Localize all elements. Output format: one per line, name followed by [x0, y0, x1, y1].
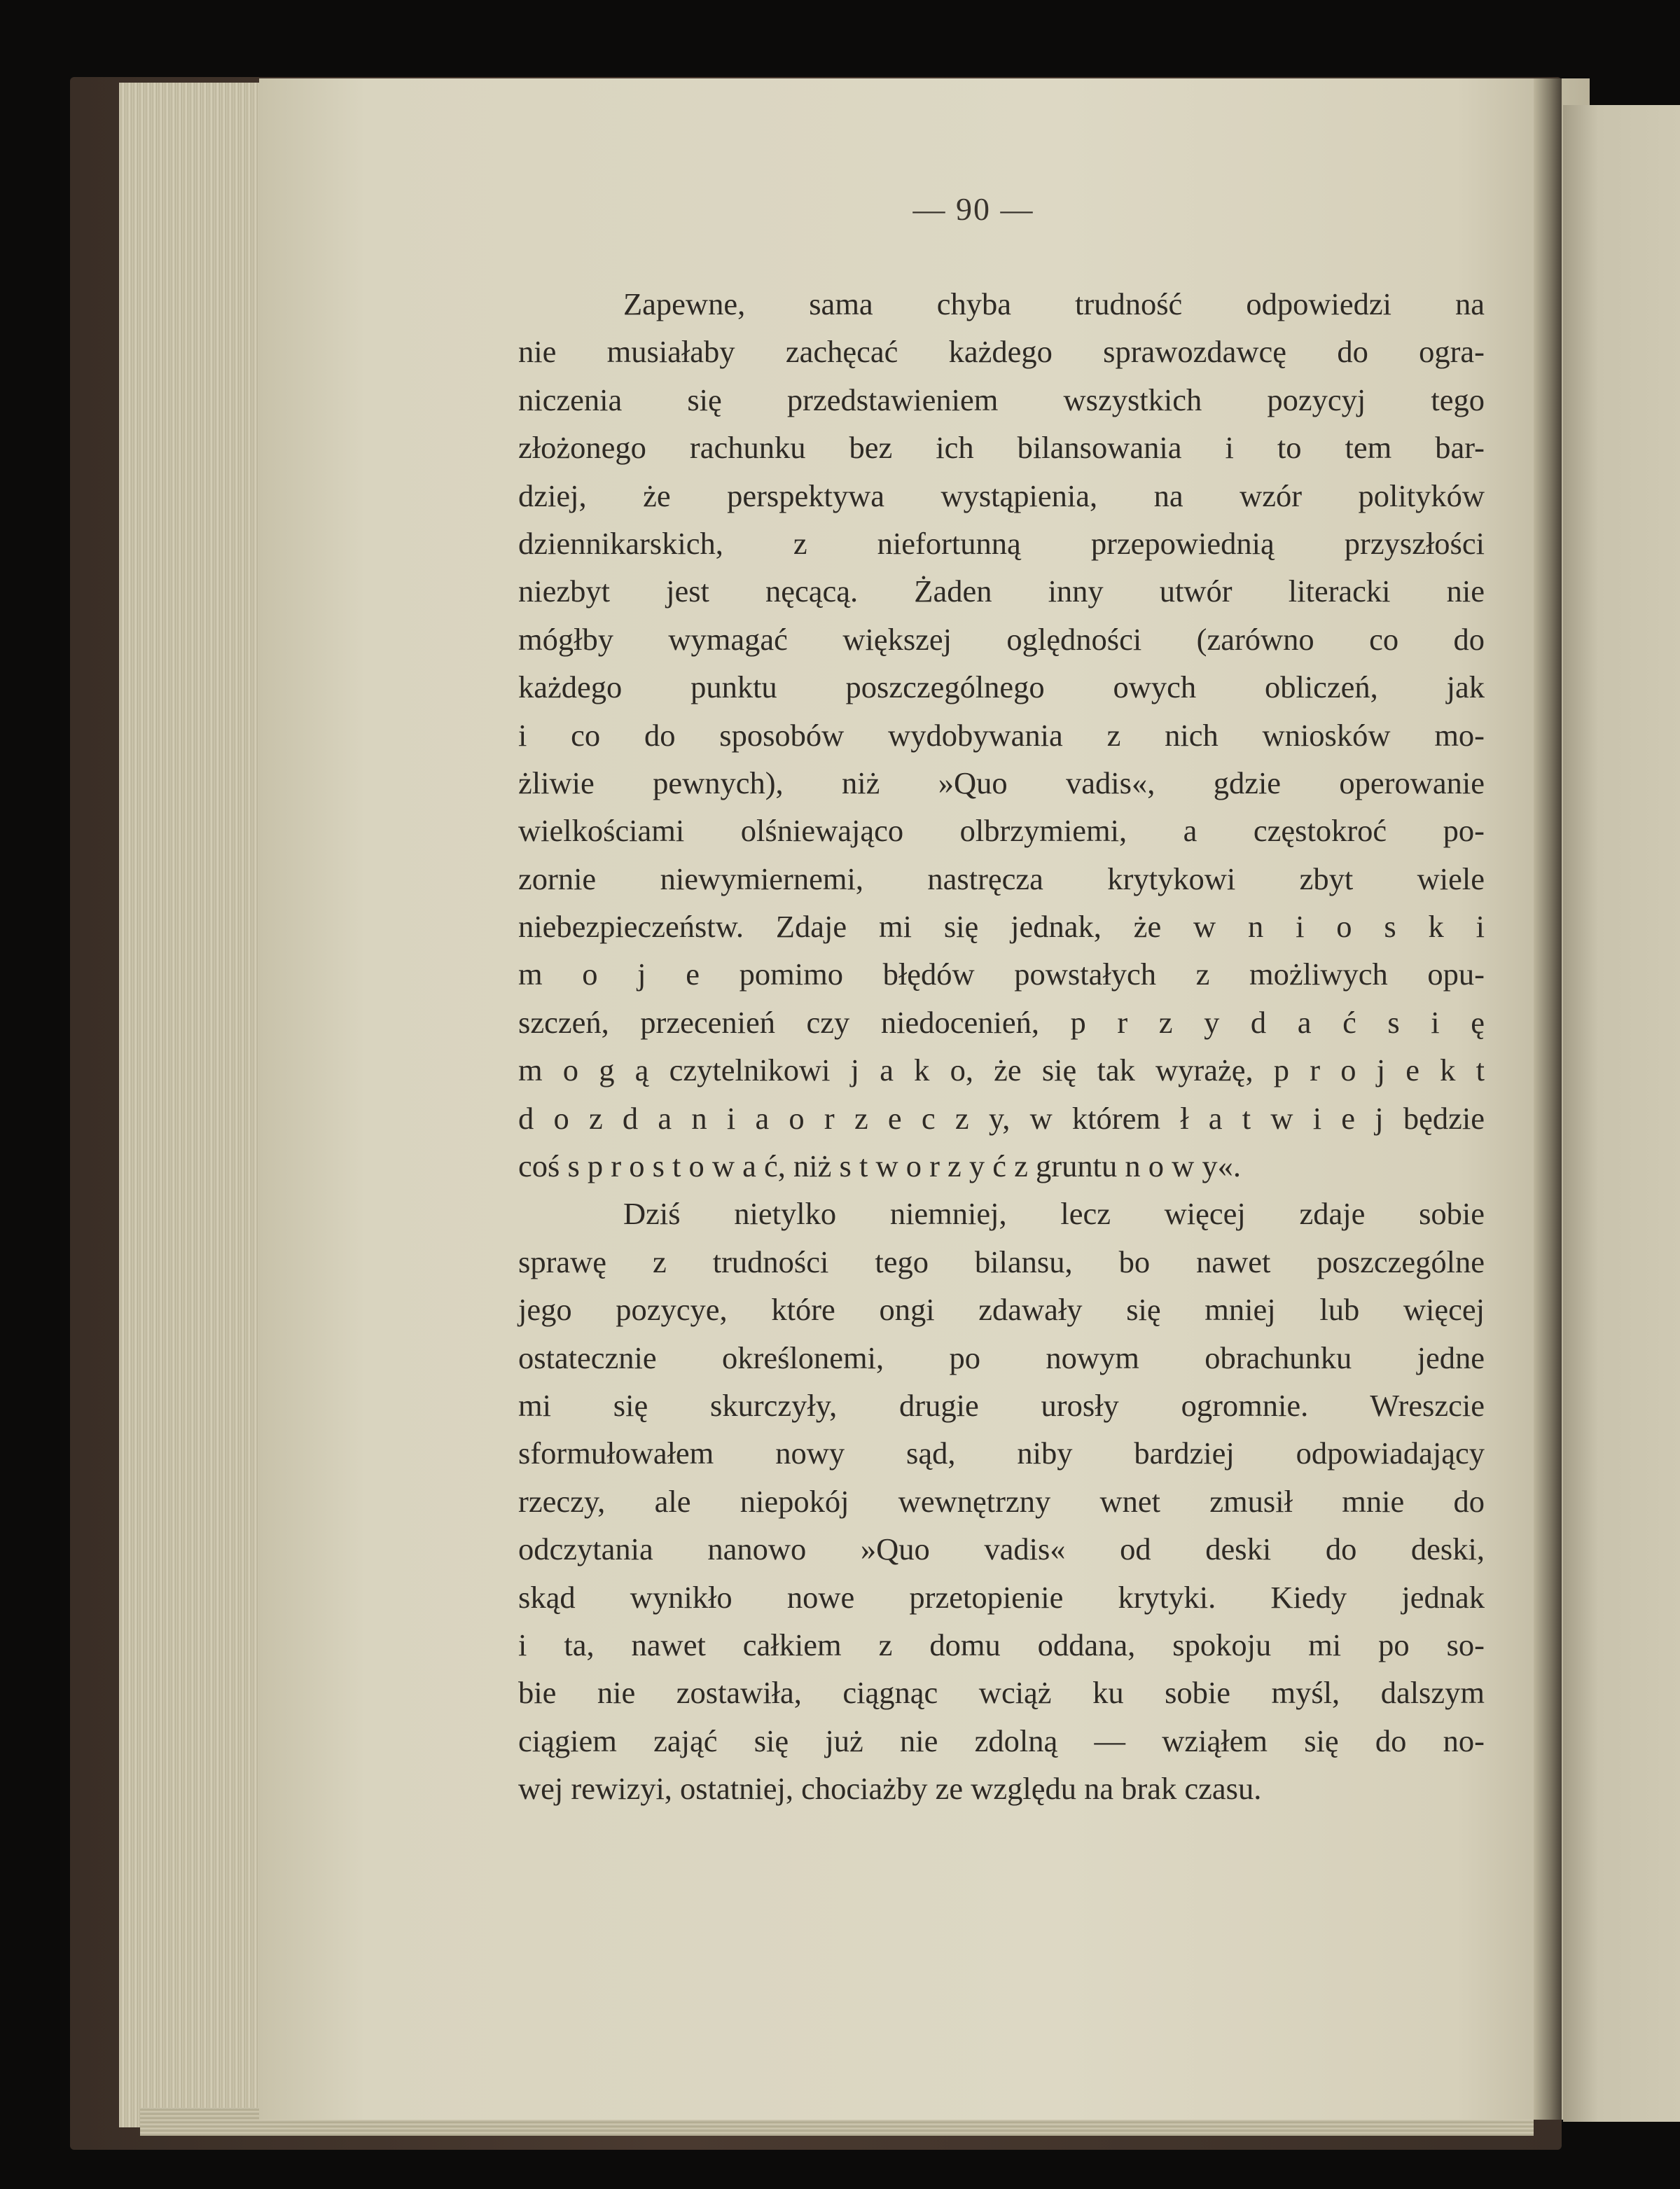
text-line: ostatecznie określonemi, po nowym obrachunku jedne	[518, 1340, 1485, 1375]
text-line: i co do sposobów wydobywania z nich wniosków mo-	[518, 717, 1485, 753]
text-line: złożonego rachunku bez ich bilansowania i to tem bar-	[518, 430, 1485, 466]
text-line: jego pozycye, które ongi zdawały się mniej lub więcej	[518, 1292, 1485, 1328]
text-line: dziennikarskich, z niefortunną przepowiednią przyszłości	[518, 525, 1485, 561]
text-line: m o g ą czytelnikowi j a k o, że się tak wyrażę, p r o j e k t	[518, 1052, 1485, 1088]
text-line: ciągiem zająć się już nie zdolną — wziąłem się do no-	[518, 1723, 1485, 1758]
text-line: sformułowałem nowy sąd, niby bardziej odpowiadający	[518, 1436, 1485, 1471]
text-line: sprawę z trudności tego bilansu, bo nawet poszczególne	[518, 1244, 1485, 1279]
text-line: coś s p r o s t o w a ć, niż s t w o r z y ć z gruntu n o w y«.	[518, 1148, 1241, 1184]
text-line: zornie niewymiernemi, nastręcza krytykowi zbyt wiele	[518, 861, 1485, 896]
text-line: skąd wynikło nowe przetopienie krytyki. Kiedy jednak	[518, 1579, 1485, 1615]
text-line: wej rewizyi, ostatniej, chociażby ze względu na brak czasu.	[518, 1771, 1262, 1807]
text-line: odczytania nanowo »Quo vadis« od deski do deski,	[518, 1531, 1485, 1567]
page-number: — 90 —	[912, 191, 1034, 227]
text-line: Zapewne, sama chyba trudność odpowiedzi na	[623, 286, 1485, 321]
page-edges-left	[119, 83, 280, 2127]
text-line: m o j e pomimo błędów powstałych z możliwych opu-	[518, 957, 1485, 992]
text-line: żliwie pewnych), niż »Quo vadis«, gdzie operowanie	[518, 765, 1485, 800]
text-line: niebezpieczeństw. Zdaje mi się jednak, że w n i o s k i	[518, 909, 1485, 945]
text-line: rzeczy, ale niepokój wewnętrzny wnet zmusił mnie do	[518, 1483, 1485, 1519]
text-line: niezbyt jest nęcącą. Żaden inny utwór literacki nie	[518, 574, 1485, 609]
text-line: mógłby wymagać większej oględności (zarówno co do	[518, 621, 1485, 657]
text-line: Dziś nietylko niemniej, lecz więcej zdaje sobie	[623, 1196, 1485, 1232]
text-line: nie musiałaby zachęcać każdego sprawozdawcę do ogra-	[518, 334, 1485, 370]
text-line: wielkościami olśniewająco olbrzymiemi, a częstokroć po-	[518, 813, 1485, 849]
text-line: niczenia się przedstawieniem wszystkich pozycyj tego	[518, 382, 1485, 417]
text-line: dziej, że perspektywa wystąpienia, na wzór polityków	[518, 478, 1485, 513]
text-line: i ta, nawet całkiem z domu oddana, spokoju mi po so-	[518, 1627, 1485, 1662]
text-line: każdego punktu poszczególnego owych obliczeń, jak	[518, 669, 1485, 705]
facing-page	[1563, 105, 1680, 2122]
book-gutter	[1534, 78, 1562, 2120]
text-line: szczeń, przecenień czy niedocenień, p r z y d a ć s i ę	[518, 1004, 1485, 1040]
text-line: bie nie zostawiła, ciągnąc wciąż ku sobie myśl, dalszym	[518, 1675, 1485, 1711]
body-text	[518, 280, 1485, 1813]
text-line: mi się skurczyły, drugie urosły ogromnie. Wreszcie	[518, 1387, 1485, 1423]
text-line: d o z d a n i a o r z e c z y, w którem ł a t w i e j będzie	[518, 1100, 1485, 1136]
